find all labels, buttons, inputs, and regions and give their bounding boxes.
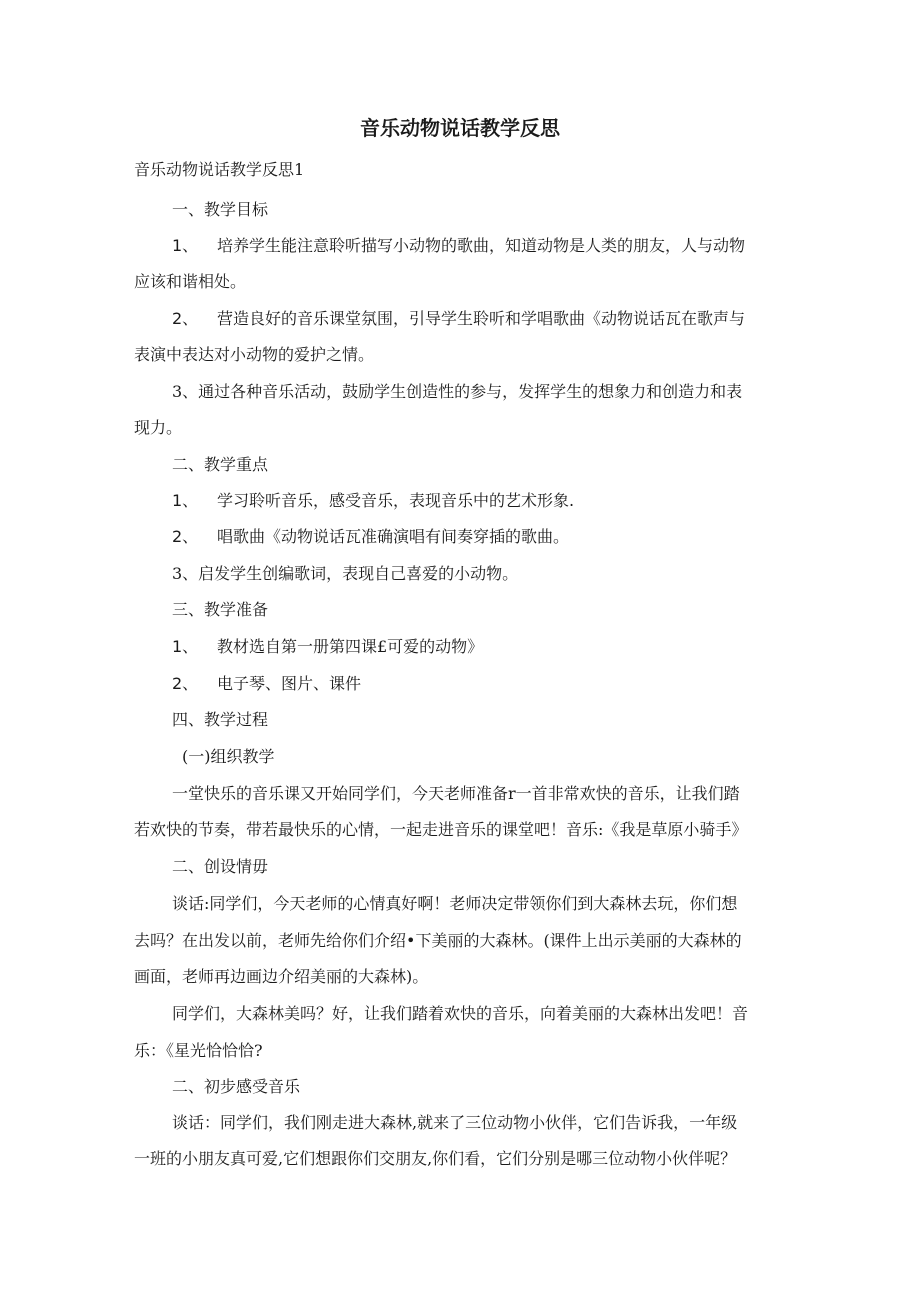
step-2-line-2: 去吗？在出发以前，老师先给你们介绍•下美丽的大森林。(课件上出示美丽的大森林的 [134,931,742,950]
key-points-heading: 二、教学重点 [172,455,269,474]
prep-2-text: 电子琴、图片、课件 [217,674,362,693]
step-2-line-1: 谈话:同学们，今天老师的心情真好啊！老师决定带领你们到大森林去玩，你们想 [172,894,738,913]
goal-1-line-1 [172,236,745,256]
key-point-3: 3、启发学生创编歌词，表现自己喜爱的小动物。 [172,564,519,583]
goal-2-line-1 [172,309,745,329]
step-3-heading: 二、初步感受音乐 [172,1077,301,1096]
prep-2-number: 2、 [172,674,199,693]
step-3-line-1: 谈话：同学们，我们刚走进大森林,就来了三位动物小伙伴，它们告诉我，一年级 [172,1113,738,1132]
preparation-2 [172,674,361,694]
goal-3-line-1: 3、通过各种音乐活动，鼓励学生创造性的参与，发挥学生的想象力和创造力和表 [172,382,743,401]
step-2-line-4: 同学们，大森林美吗？好，让我们踏着欢快的音乐，向着美丽的大森林出发吧！音 [172,1004,749,1023]
step-2-line-3: 画面，老师再边画边介绍美丽的大森林)。 [134,967,429,986]
key-point-2 [172,527,569,547]
key-1-text: 学习聆听音乐，感受音乐，表现音乐中的艺术形象. [217,491,575,510]
step-2-heading: 二、创设情毋 [172,857,269,876]
key-1-number: 1、 [172,491,199,510]
goal-1-text: 培养学生能注意聆听描写小动物的歌曲，知道动物是人类的朋友，人与动物 [217,236,746,255]
goal-2-text: 营造良好的音乐课堂氛围，引导学生聆听和学唱歌曲《动物说话瓦在歌声与 [217,309,746,328]
process-heading: 四、教学过程 [172,710,269,729]
goal-3-line-2: 现力。 [134,418,183,437]
prep-1-text: 教材选自第一册第四课£可爱的动物》 [217,637,484,656]
step-1-line-2: 若欢快的节奏，带若最快乐的心情，一起走进音乐的课堂吧！音乐:《我是草原小骑手》 [134,820,748,839]
goal-1-number: 1、 [172,236,199,255]
step-1-line-1: 一堂快乐的音乐课又开始同学们，今天老师准备r一首非常欢快的音乐，让我们踏 [172,784,740,803]
goal-1-line-2: 应该和谐相处。 [134,272,247,291]
preparation-heading: 三、教学准备 [172,600,269,619]
goal-2-line-2: 表演中表达对小动物的爱护之情。 [134,345,375,364]
key-2-text: 唱歌曲《动物说话瓦准确演唱有间奏穿插的歌曲。 [217,527,570,546]
step-1-heading: (一)组织教学 [182,747,275,766]
document-title: 音乐动物说话教学反思 [360,116,560,140]
step-3-line-2: 一班的小朋友真可爱,它们想跟你们交朋友,你们看，它们分别是哪三位动物小伙伴呢？ [134,1149,737,1168]
key-point-1 [172,491,574,511]
prep-1-number: 1、 [172,637,199,656]
goals-heading: 一、教学目标 [172,200,269,219]
key-2-number: 2、 [172,527,199,546]
step-2-line-5: 乐：《星光恰恰恰? [134,1041,263,1060]
preparation-1 [172,637,483,657]
goal-2-number: 2、 [172,309,199,328]
subtitle: 音乐动物说话教学反思1 [134,160,305,179]
